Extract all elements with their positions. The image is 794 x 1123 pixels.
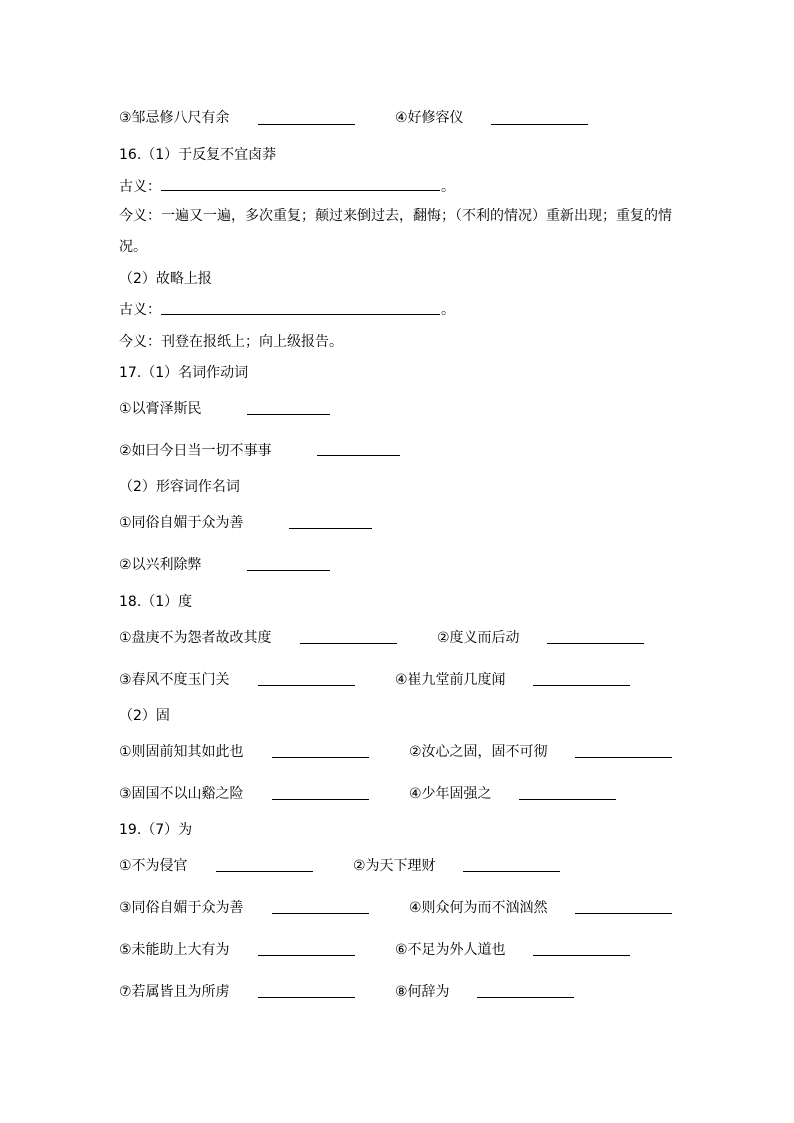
- answer-blank[interactable]: [258, 997, 355, 998]
- answer-blank[interactable]: [575, 757, 672, 758]
- q17-heading: 17.（1）名词作动词: [119, 365, 249, 381]
- q16-gu-end: 。: [441, 179, 455, 195]
- q18-b1: ①则固前知其如此也: [119, 744, 244, 760]
- answer-blank[interactable]: [463, 871, 560, 872]
- q16-gu-label2: 古义：: [119, 302, 161, 318]
- q19-c1: ①不为侵官: [119, 858, 188, 874]
- q18-b3: ③固国不以山谿之险: [119, 786, 244, 802]
- q16-jin-2: 今义：刊登在报纸上；向上级报告。: [119, 334, 343, 350]
- q17-sub2: （2）形容词作名词: [119, 479, 240, 495]
- answer-blank[interactable]: [547, 643, 644, 644]
- q17-item1: ①以膏泽斯民: [119, 401, 202, 417]
- answer-blank[interactable]: [575, 913, 672, 914]
- q18-b2: ②汝心之固，固不可彻: [409, 744, 548, 760]
- answer-blank[interactable]: [258, 685, 355, 686]
- answer-blank[interactable]: [258, 124, 355, 125]
- q19-c8: ⑧何辞为: [395, 984, 450, 1000]
- answer-blank[interactable]: [161, 190, 440, 191]
- q19-c6: ⑥不足为外人道也: [395, 942, 506, 958]
- answer-blank[interactable]: [533, 955, 630, 956]
- q15-item4: ④好修容仪: [395, 110, 464, 126]
- answer-blank[interactable]: [300, 643, 397, 644]
- answer-blank[interactable]: [247, 570, 330, 571]
- q18-a1: ①盘庚不为怨者故改其度: [119, 630, 272, 646]
- q15-item3: ③邹忌修八尺有余: [119, 110, 230, 126]
- answer-blank[interactable]: [161, 314, 440, 315]
- q19-c4: ④则众何为而不汹汹然: [409, 900, 548, 916]
- answer-blank[interactable]: [317, 455, 400, 456]
- q18-heading: 18.（1）度: [119, 594, 193, 610]
- q16-jin-line1: 今义：一遍又一遍，多次重复；颠过来倒过去，翻悔；（不利的情况）重新出现；重复的情: [119, 208, 672, 224]
- q18-a3: ③春风不度玉门关: [119, 672, 230, 688]
- q19-c2: ②为天下理财: [353, 858, 436, 874]
- q17-item4: ②以兴利除弊: [119, 557, 202, 573]
- q19-c7: ⑦若属皆且为所虏: [119, 984, 230, 1000]
- q17-item3: ①同俗自媚于众为善: [119, 515, 244, 531]
- q16-heading: 16.（1）于反复不宜卤莽: [119, 147, 277, 163]
- answer-blank[interactable]: [533, 685, 630, 686]
- q16-jin-line2: 况。: [119, 239, 147, 255]
- answer-blank[interactable]: [289, 528, 372, 529]
- answer-blank[interactable]: [477, 997, 574, 998]
- q16-gu-end2: 。: [441, 302, 455, 318]
- answer-blank[interactable]: [247, 414, 330, 415]
- answer-blank[interactable]: [272, 799, 369, 800]
- q19-heading: 19.（7）为: [119, 822, 193, 838]
- q17-item2: ②如曰今日当一切不事事: [119, 443, 272, 459]
- q16-gu-label: 古义：: [119, 179, 161, 195]
- q18-sub2: （2）固: [119, 708, 170, 724]
- q18-a2: ②度义而后动: [437, 630, 520, 646]
- answer-blank[interactable]: [519, 799, 616, 800]
- answer-blank[interactable]: [258, 955, 355, 956]
- q19-c3: ③同俗自媚于众为善: [119, 900, 244, 916]
- answer-blank[interactable]: [272, 913, 369, 914]
- answer-blank[interactable]: [216, 871, 313, 872]
- answer-blank[interactable]: [272, 757, 369, 758]
- answer-blank[interactable]: [491, 124, 588, 125]
- q18-b4: ④少年固强之: [409, 786, 492, 802]
- q18-a4: ④崔九堂前几度闻: [395, 672, 506, 688]
- q16-sub2: （2）故略上报: [119, 271, 212, 287]
- q19-c5: ⑤未能助上大有为: [119, 942, 230, 958]
